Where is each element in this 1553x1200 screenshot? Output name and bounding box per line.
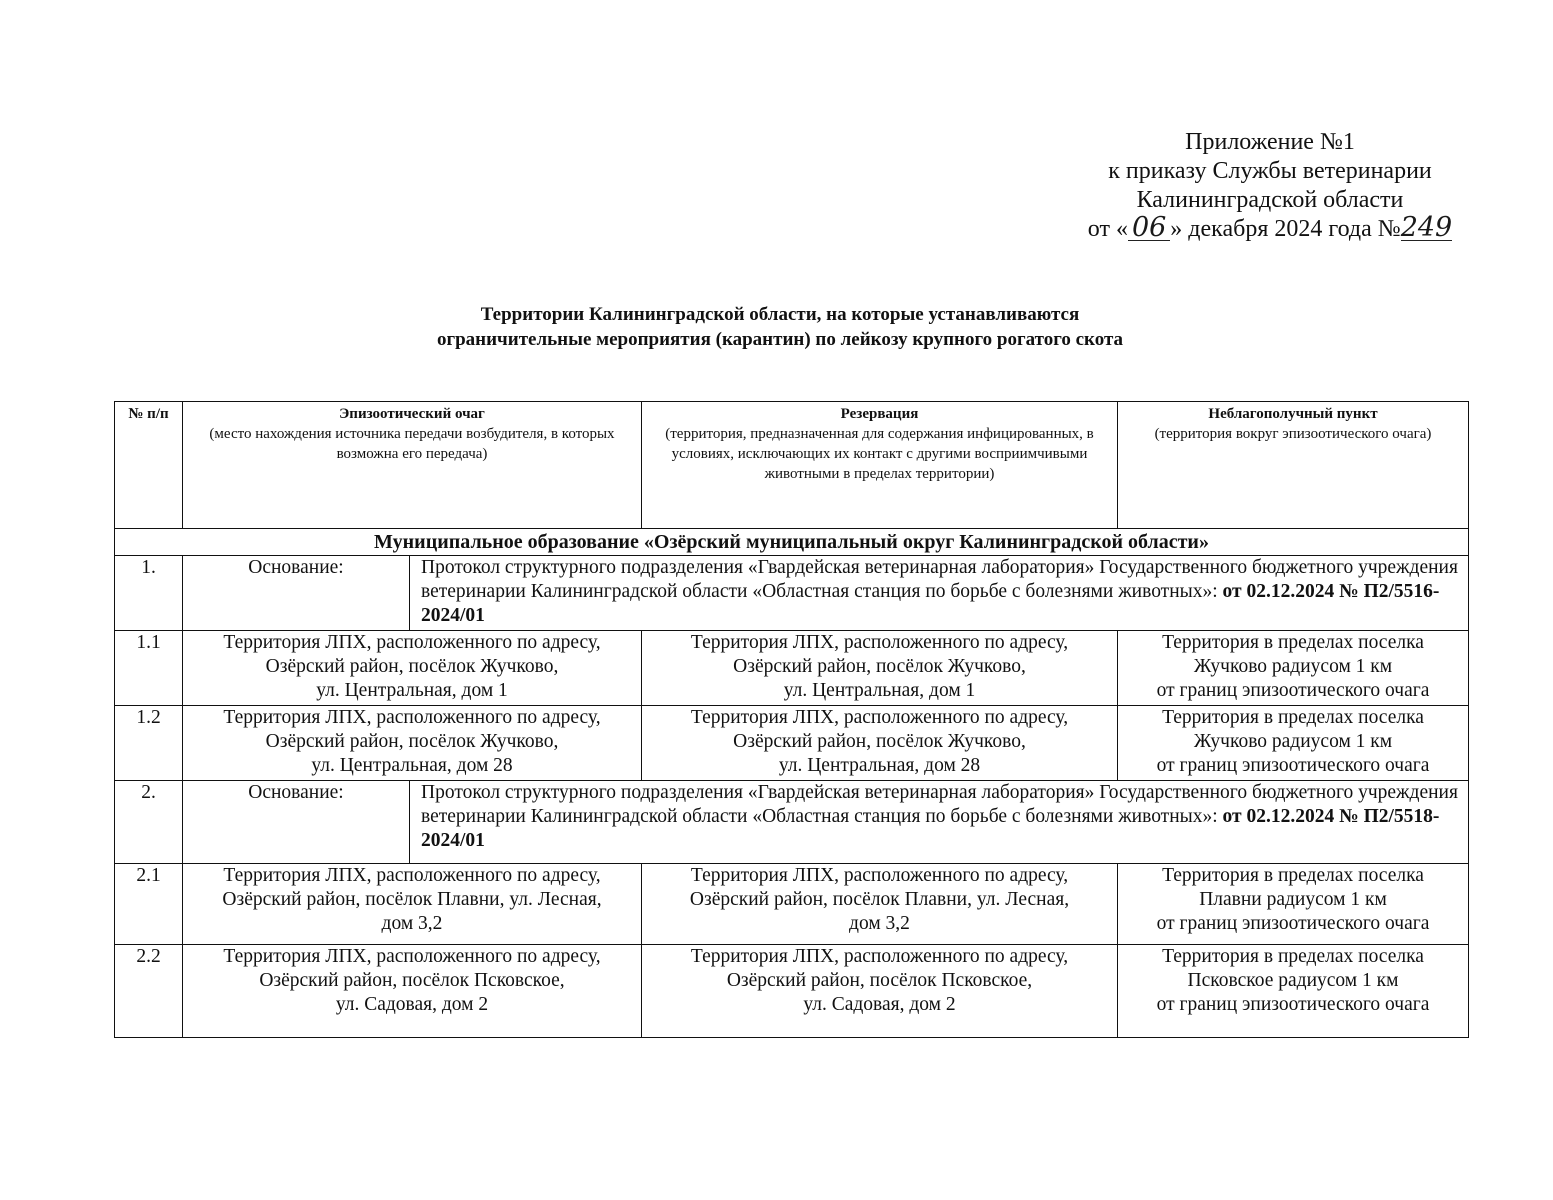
basis-reference: от 02.12.2024 № П2/5516-2024/01 [421,581,1440,626]
appendix-date-line [1040,212,1500,244]
header-num: № п/п [115,402,183,529]
appendix-header [1040,128,1500,244]
title-line-2: ограничительные мероприятия (карантин) по лейкозу крупного рогатого скота [436,329,1124,350]
basis-label: Основание: [183,556,410,631]
section-row [115,529,1469,556]
quarantine-table [114,401,1469,1038]
handwritten-order-number: 249 [1400,212,1453,243]
header-point-title: Неблагополучный пункт [1208,406,1378,422]
row-number: 2.1 [115,864,183,945]
point-cell: Территория в пределах поселка Жучково радиусом 1 км от границ эпизоотического очага [1118,706,1469,781]
section-title: Муниципальное образование «Озёрский муниципальный округ Калининградской области» [115,529,1469,556]
reservation-cell: Территория ЛПХ, расположенного по адресу, Озёрский район, посёлок Плавни, ул. Лесная, дом 3,2 [642,864,1118,945]
focus-cell: Территория ЛПХ, расположенного по адресу, Озёрский район, посёлок Псковское, ул. Садовая, дом 2 [183,945,642,1038]
point-cell: Территория в пределах поселка Плавни радиусом 1 км от границ эпизоотического очага [1118,864,1469,945]
table-row [115,864,1469,945]
row-number: 1. [115,556,183,631]
row-number: 1.1 [115,631,183,706]
row-number: 1.2 [115,706,183,781]
focus-cell: Территория ЛПХ, расположенного по адресу, Озёрский район, посёлок Жучково, ул. Центральная, дом 28 [183,706,642,781]
basis-text: Протокол структурного подразделения «Гвардейская ветеринарная лаборатория» Государственного бюджетного учреждения ветеринарии Калининградской области «Областная станция по борьбе с болезнями животных»: от 02.12.2024 № П2/5516-2024/01 [410,556,1469,631]
reservation-cell: Территория ЛПХ, расположенного по адресу, Озёрский район, посёлок Псковское, ул. Садовая, дом 2 [642,945,1118,1038]
date-prefix: от « [1087,216,1128,242]
date-middle: » декабря 2024 года № [1170,216,1401,242]
header-focus-sub: (место нахождения источника передачи возбудителя, в которых возможна его передача) [209,426,615,462]
header-focus-title: Эпизоотический очаг [339,406,485,422]
row-number: 2. [115,781,183,864]
point-cell: Территория в пределах поселка Псковское радиусом 1 км от границ эпизоотического очага [1118,945,1469,1038]
header-point [1118,402,1469,529]
header-reservation [642,402,1118,529]
header-point-sub: (территория вокруг эпизоотического очага) [1154,426,1432,442]
reservation-cell: Территория ЛПХ, расположенного по адресу, Озёрский район, посёлок Жучково, ул. Центральная, дом 1 [642,631,1118,706]
table-row [115,706,1469,781]
appendix-title: Приложение №1 [1185,129,1355,155]
header-focus [183,402,642,529]
basis-row [115,781,1469,864]
basis-reference: от 02.12.2024 № П2/5518-2024/01 [421,806,1440,851]
table-row [115,631,1469,706]
header-reservation-sub: (территория, предназначенная для содержания инфицированных, в условиях, исключающих их контакт с другими восприимчивыми животными в пределах территории) [665,426,1094,482]
basis-text: Протокол структурного подразделения «Гвардейская ветеринарная лаборатория» Государственного бюджетного учреждения ветеринарии Калининградской области «Областная станция по борьбе с болезнями животных»: от 02.12.2024 № П2/5518-2024/01 [410,781,1469,864]
header-reservation-title: Резервация [840,406,919,422]
table-header-row [115,402,1469,529]
table-row [115,945,1469,1038]
document-title [230,302,1330,352]
focus-cell: Территория ЛПХ, расположенного по адресу, Озёрский район, посёлок Жучково, ул. Центральная, дом 1 [183,631,642,706]
point-cell: Территория в пределах поселка Жучково радиусом 1 км от границ эпизоотического очага [1118,631,1469,706]
row-number: 2.2 [115,945,183,1038]
reservation-cell: Территория ЛПХ, расположенного по адресу, Озёрский район, посёлок Жучково, ул. Центральная, дом 28 [642,706,1118,781]
title-line-1: Территории Калининградской области, на которые устанавливаются [480,304,1080,325]
basis-label: Основание: [183,781,410,864]
basis-row [115,556,1469,631]
focus-cell: Территория ЛПХ, расположенного по адресу, Озёрский район, посёлок Плавни, ул. Лесная, дом 3,2 [183,864,642,945]
handwritten-day: 06 [1128,216,1170,241]
appendix-order-ref: к приказу Службы ветеринарии [1108,158,1432,184]
appendix-region: Калининградской области [1136,187,1404,213]
